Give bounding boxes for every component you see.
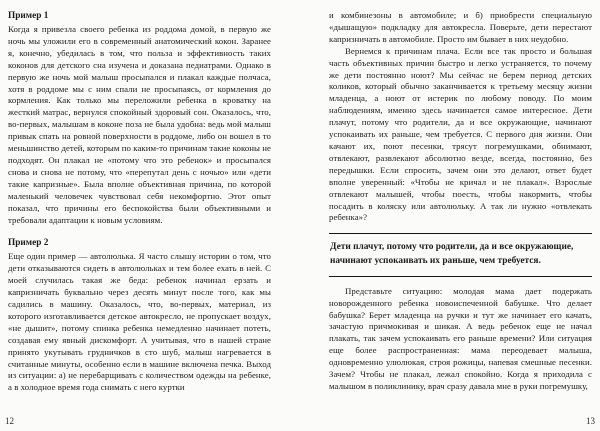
grandmother-situation-paragraph: Представьте ситуацию: молодая мама дает подержать новорожденного ребенка новоиспеченной бабушке. Что делает бабушка? Берет младенца на ручки и тут же начинает его качать, зачастую причмокивая и шикая. А ведь ребенок еще не начал плакать, так зачем успокаивать его раньше времени? Или ситуация еще более распространенная: мама переодевает малыша, одновременно улюлюкая, строя рожицы, напевая смешные песенки. Зачем? Чтобы не плакал, лежал спокойно. Когда я приходила с малышом в поликлинику, врач сразу давала мне в руки погремушку,: [329, 285, 592, 391]
pull-quote-block: [329, 233, 592, 276]
example2-paragraph: Еще один пример — автолюлька. Я часто слышу истории о том, что дети отказываются сидеть в автолюльках и тем более ехать в ней. С моей случилась такая же беда: ребенок начинал ерзать и капризничать буквально через десять минут после того, как мы садились в машину. Оказалось, что, во-первых, материал, из которого изготавливается детское автокресло, не пропускает воздух, «не дышит», потому спинка ребенка немедленно начинает потеть, создавая ему явный дискомфорт. А учитывая, что в нашей стране принято укутывать грудничков в сто шуб, малыш нагревается в считанные минуты, особенно если в машине включена печка. Выход из ситуации: а) не перебарщивать с количеством одежды на ребенке, а в холодное время года снимать с него куртки: [8, 251, 271, 393]
page-right: [329, 10, 595, 431]
page-left: [5, 10, 271, 431]
crying-causes-paragraph: Вернемся к причинам плача. Если все так просто и большая часть объективных причин быстро и легко устраняется, то почему же дети постоянно ноют? Мы сейчас не берем период детских коликов, который обычно заканчивается к третьему месяцу жизни младенца, а ноют от истерик по любому поводу. По моим наблюдениям, именно здесь начинается самое интересное. Дети плачут, потому что родители, да и все окружающие, начинают успокаивать их раньше, чем требуется. С первого дня жизни. Они качают их, поют песенки, трясут погремушками, обнимают, отвлекают, развлекают абсолютно везде, всегда, постоянно, без передышки. Если спросить, зачем они это делают, ответ будет вполне уверенный: «Чтобы не кричал и не плакал». Взрослые отвлекают малышей, чтобы поесть, чтобы накормить, чтобы посадить в коляску или автолюльку. А так ли нужно «отвлекать ребенка»?: [329, 45, 592, 223]
example1-heading: Пример 1: [8, 11, 49, 21]
continuation-paragraph: и комбинезоны в автомобиле; и б) приобрести специальную «дышащую» подкладку для автокресла. Поверьте, дети перестают капризничать в автомобиле. Просто им бывает в них неудобно.: [329, 10, 592, 44]
example1-paragraph: Когда я привезла своего ребенка из роддома домой, в первую же ночь мы уложили его в современный анатомический кокон. Заранее я, конечно, убедилась в том, что польза и эффективность таких коконов для детского сна изучена и доказана педиатрами. Однако в первую же ночь мой малыш просыпался и плакал каждые полчаса, хотя в роддоме мы с ним спали не просыпаясь, от кормления до кормления. Как только мы переложили ребенка в кроватку на жесткий матрас, вернулся спокойный здоровый сон. Оказалось, что, во-первых, малышам в коконе поза не была удобна: ведь мой малыш привык спать на ровной поверхности в роддоме, либо он вошел в то меньшинство детей, которым по каким-то причинам такие коконы не подходят. Он плакал не «потому что это ребенок» и просыпался снова и снова не потому, что «перепутал день с ночью» или «дети такие капризные». Была вполне объективная причина, по которой маленький человечек чувствовал себя некомфортно. Этот опыт показал, что причины его беспокойства были объективными и требовали адаптации к новым условиям.: [8, 24, 271, 225]
page-number-left: 12: [5, 416, 14, 426]
page-number-right: 13: [586, 416, 595, 426]
pull-quote-text: Дети плачут, потому что родители, да и все окружающие, начинают успокаивать их раньше, чем требуется.: [330, 242, 574, 266]
example2-heading: Пример 2: [8, 238, 49, 249]
